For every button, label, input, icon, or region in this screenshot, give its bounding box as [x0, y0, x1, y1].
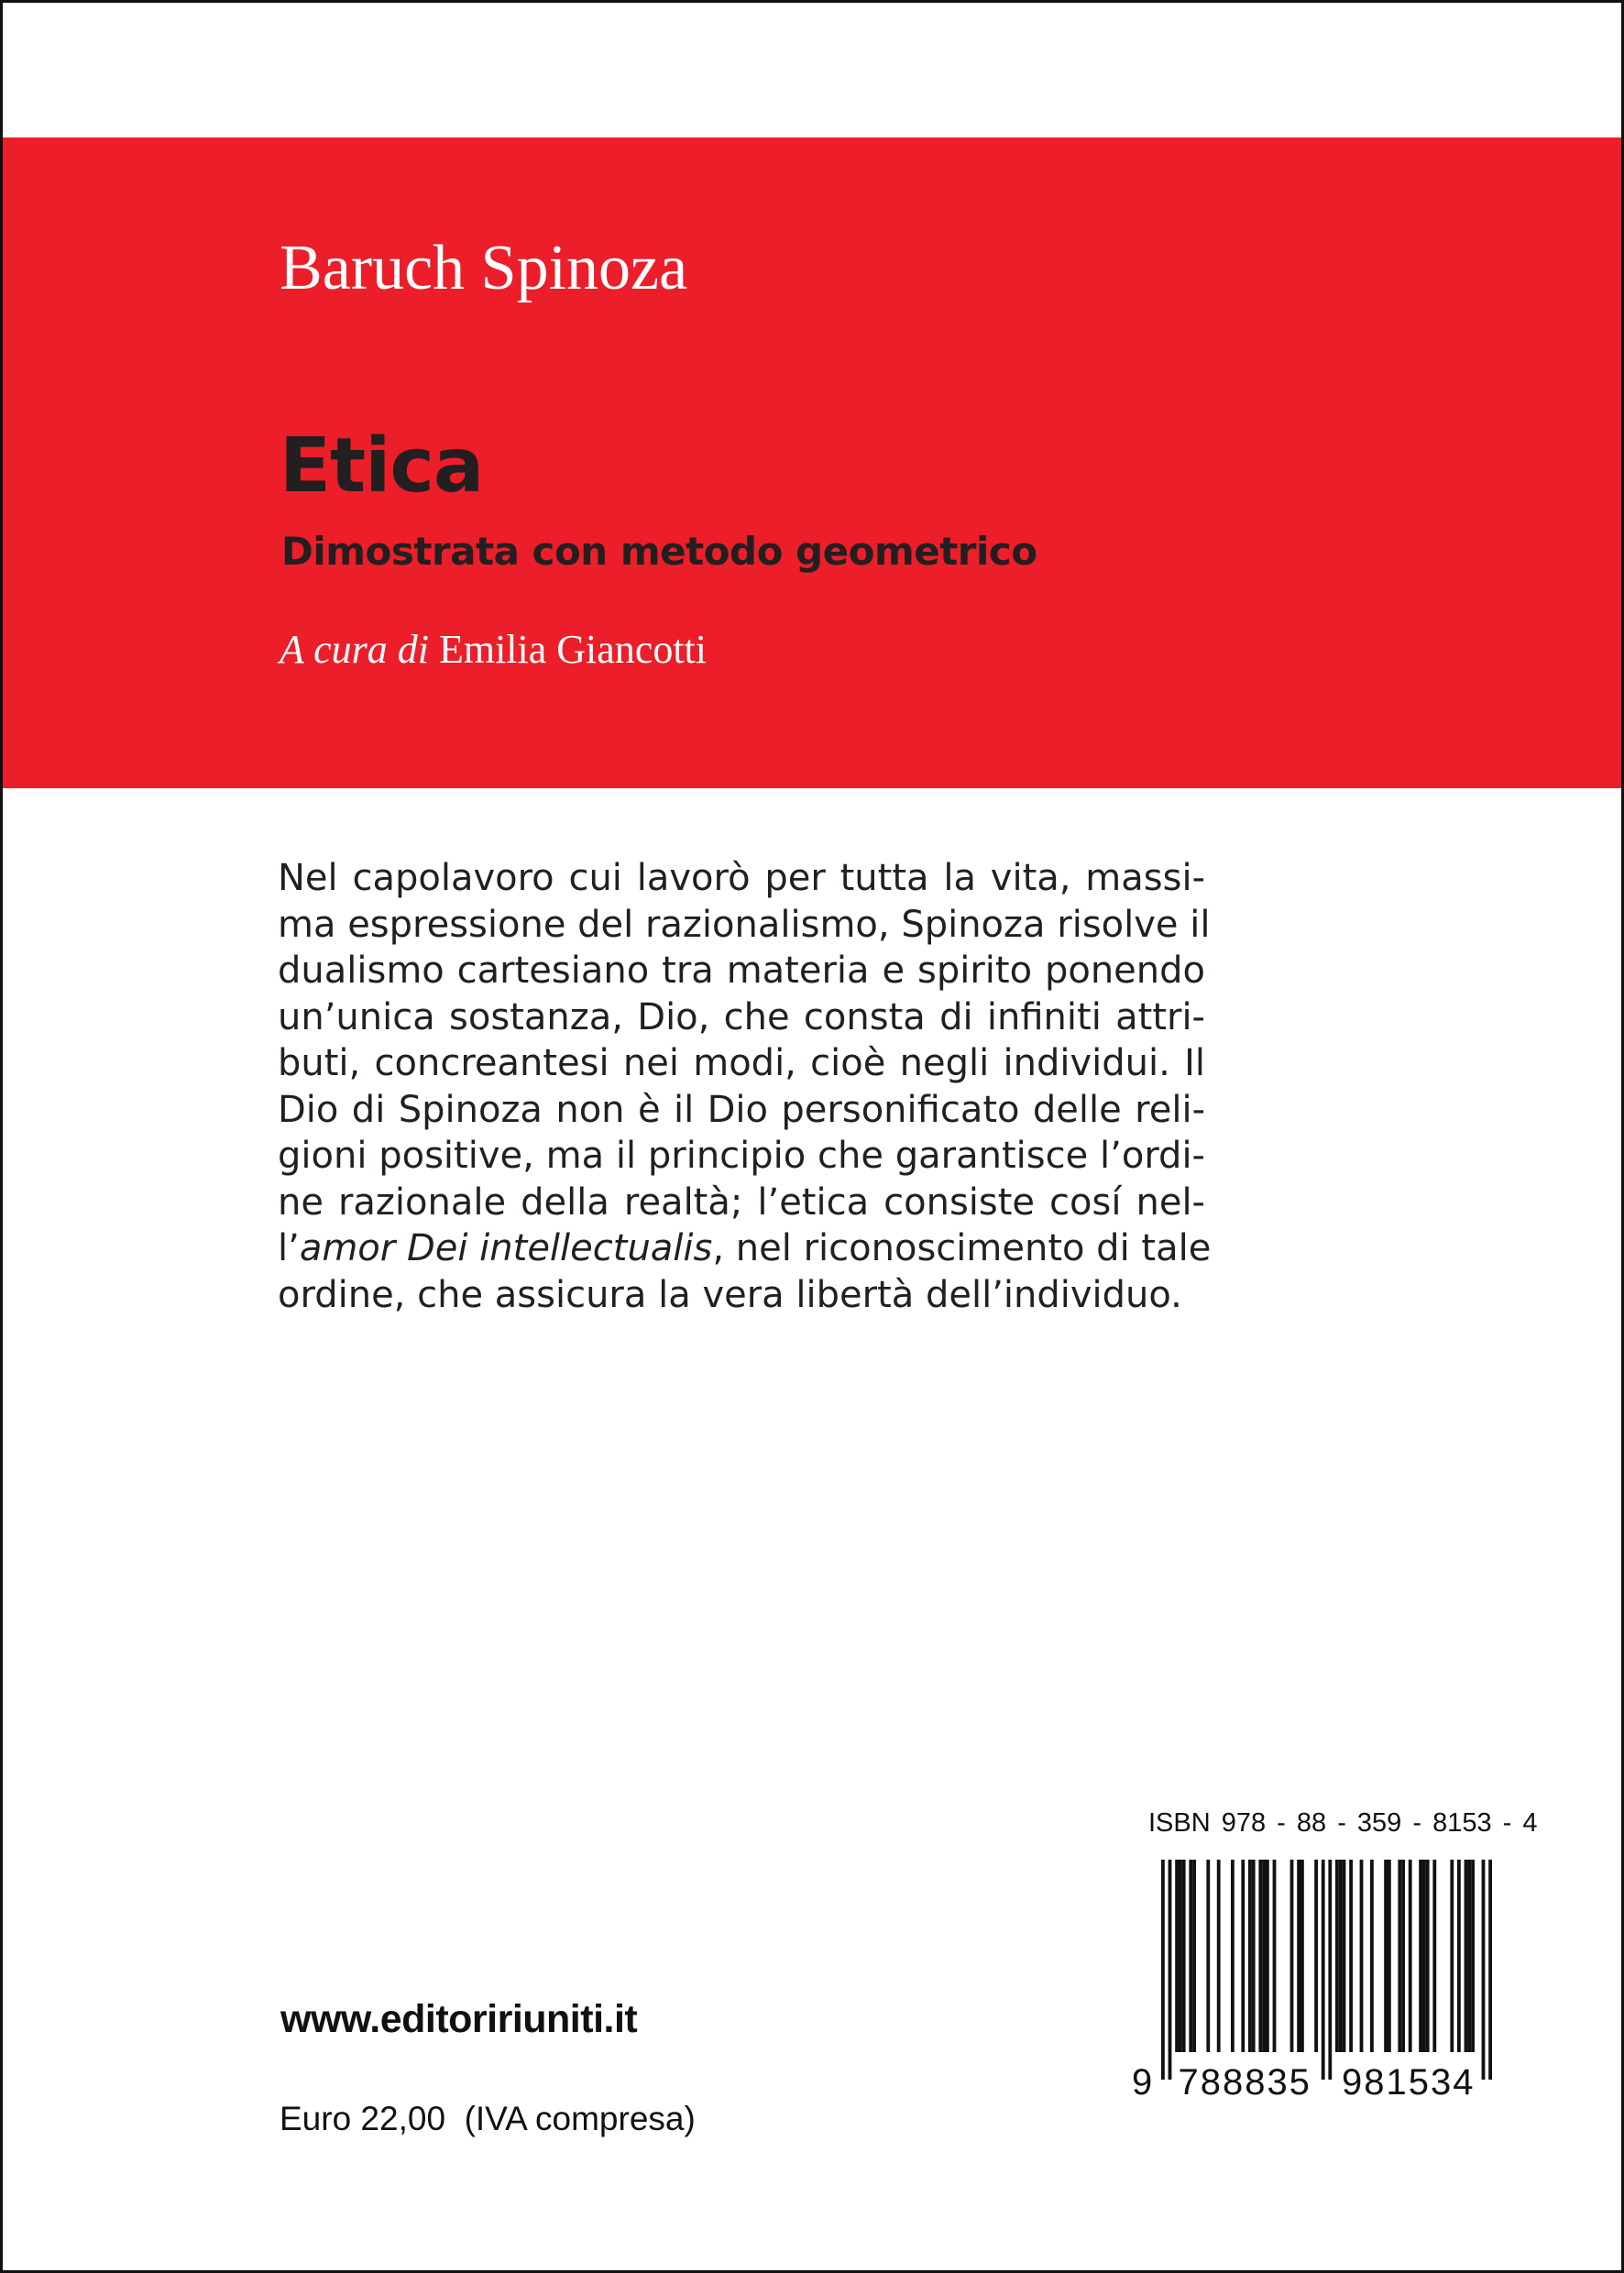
barcode-bar: [1231, 1860, 1234, 2052]
barcode-bar: [1314, 1860, 1318, 2052]
barcode-bar: [1384, 1860, 1388, 2052]
barcode-bar: [1252, 1860, 1256, 2052]
barcode-bar: [1471, 1860, 1475, 2052]
barcode-bar: [1457, 1860, 1461, 2052]
barcode-bar: [1419, 1860, 1422, 2052]
blurb-line: Dio di Spinoza non è il Dio personificato delle reli-: [278, 1088, 1205, 1131]
barcode: [1132, 1854, 1528, 2100]
barcode-bar: [1432, 1860, 1436, 2052]
barcode-bar: [1482, 1860, 1486, 2080]
barcode-first-digit: 9: [1132, 2062, 1153, 2100]
barcode-bar: [1192, 1860, 1196, 2052]
price-text: Euro 22,00 (IVA compresa): [280, 2100, 696, 2137]
barcode-bar: [1297, 1860, 1300, 2052]
barcode-graphic: [1132, 1854, 1528, 2100]
author-name: Baruch Spinoza: [280, 233, 688, 303]
barcode-bar: [1266, 1860, 1269, 2052]
editor-prefix: A cura di: [280, 627, 429, 672]
barcode-bar: [1360, 1860, 1364, 2052]
barcode-bar: [1422, 1860, 1426, 2052]
barcode-bar: [1175, 1860, 1179, 2052]
blurb-line: l’amor Dei intellectualis, nel riconoscimento di tale: [278, 1227, 1212, 1269]
barcode-bar: [1248, 1860, 1252, 2052]
blurb-line: Nel capolavoro cui lavorò per tutta la vita, massi-: [278, 857, 1205, 899]
barcode-bar: [1161, 1860, 1165, 2080]
barcode-bar: [1300, 1860, 1304, 2052]
barcode-bar: [1258, 1860, 1262, 2052]
blurb-line: ma espressione del razionalismo, Spinoza risolve il: [278, 903, 1211, 946]
blurb-line: ordine, che assicura la vera libertà dell’individuo.: [278, 1273, 1182, 1316]
barcode-bar: [1328, 1860, 1332, 2080]
barcode-bar: [1467, 1860, 1471, 2052]
blurb-line: dualismo cartesiano tra materia e spirito ponendo: [278, 950, 1205, 992]
barcode-bar: [1241, 1860, 1245, 2052]
barcode-bar: [1398, 1860, 1401, 2052]
latin-phrase: amor Dei intellectualis: [299, 1227, 713, 1269]
barcode-bar: [1409, 1860, 1412, 2052]
book-title: Etica: [280, 423, 484, 510]
barcode-bar: [1465, 1860, 1468, 2052]
book-subtitle: Dimostrata con metodo geometrico: [281, 529, 1037, 574]
editor-credit: [280, 626, 707, 673]
barcode-right-digits: 981534: [1342, 2062, 1476, 2100]
barcode-bar: [1370, 1860, 1374, 2052]
barcode-bar: [1217, 1860, 1221, 2052]
barcode-bar: [1182, 1860, 1186, 2052]
barcode-bar: [1179, 1860, 1182, 2052]
barcode-bar: [1388, 1860, 1391, 2052]
publisher-website: www.editoririuniti.it: [280, 1997, 638, 2041]
barcode-bar: [1450, 1860, 1454, 2052]
barcode-bar: [1339, 1860, 1343, 2052]
barcode-bar: [1262, 1860, 1266, 2052]
barcode-bar: [1426, 1860, 1430, 2052]
barcode-bar: [1335, 1860, 1339, 2052]
barcode-bar: [1273, 1860, 1277, 2052]
barcode-bar: [1189, 1860, 1192, 2052]
editor-name: Emilia Giancotti: [438, 627, 708, 672]
barcode-bar: [1349, 1860, 1353, 2052]
barcode-left-digits: 788835: [1178, 2062, 1311, 2100]
blurb-line: ne razionale della realtà; l’etica consiste cosí nel-: [278, 1180, 1205, 1224]
blurb-line: gioni positive, ma il principio che garantisce l’ordi-: [278, 1135, 1205, 1177]
barcode-bar: [1488, 1860, 1492, 2080]
red-title-band: [3, 137, 1621, 788]
barcode-bar: [1322, 1860, 1325, 2080]
isbn-text: ISBN 978 - 88 - 359 - 8153 - 4: [1148, 1808, 1538, 1838]
barcode-bar: [1343, 1860, 1346, 2052]
blurb-text: [278, 855, 1212, 1318]
blurb-line: un’unica sostanza, Dio, che consta di infiniti attri-: [278, 995, 1205, 1038]
barcode-bar: [1169, 1860, 1172, 2080]
barcode-bar: [1290, 1860, 1294, 2052]
barcode-bar: [1401, 1860, 1405, 2052]
blurb-line: buti, concreantesi nei modi, cioè negli individui. Il: [278, 1042, 1205, 1084]
barcode-bar: [1206, 1860, 1210, 2052]
